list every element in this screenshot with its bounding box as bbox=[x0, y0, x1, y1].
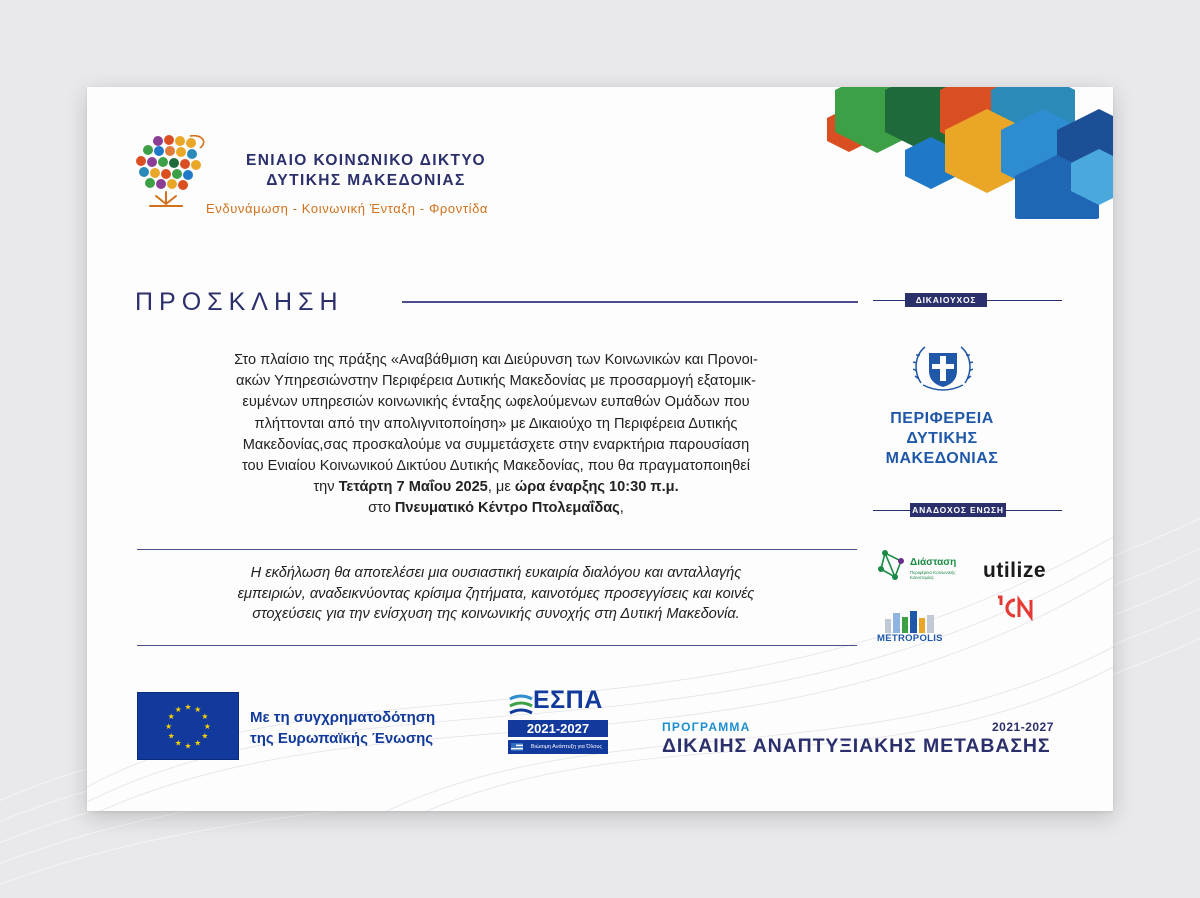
invitation-card bbox=[87, 87, 1113, 811]
region-name bbox=[877, 409, 1007, 469]
svg-text:★: ★ bbox=[167, 712, 175, 722]
body-line: Μακεδονίας,σας προσκαλούμε να συμμετάσχετε στην εναρκτήρια παρουσίαση bbox=[242, 436, 750, 453]
organization-tagline: Ενδυνάμωση - Κοινωνική Ένταξη - Φροντίδα bbox=[206, 201, 489, 216]
region-name-line2: ΔΥΤΙΚΗΣ bbox=[906, 430, 978, 447]
body-line: πλήττονται από την απολιγνιτοποίηση» με Δικαιούχο τη Περιφέρεια Δυτικής bbox=[254, 415, 738, 432]
body-line: Στο πλαίσιο της πράξης «Αναβάθμιση και Διεύρυνση των Κοινωνικών και Προνοι- bbox=[234, 352, 758, 368]
espa-subtitle: Βιώσιμη Ανάπτυξη για Όλους bbox=[508, 740, 608, 754]
organization-title bbox=[231, 151, 501, 191]
pcn-logo-icon bbox=[995, 595, 1035, 621]
diastasi-subtitle: Περιφέρεια Κοινωνικής Καινοτομίας bbox=[910, 570, 956, 580]
program-years: 2021-2027 bbox=[992, 720, 1054, 734]
svg-text:★: ★ bbox=[184, 741, 192, 751]
invitation-body bbox=[132, 350, 860, 520]
beneficiary-label: ΔΙΚΑΙΟΥΧΟΣ bbox=[905, 293, 987, 307]
utilize-logo: utilize bbox=[983, 559, 1047, 582]
closing-line: στοχεύσεις για την ενίσχυση της κοινωνικής συνοχής στη Δυτική Μακεδονία. bbox=[252, 606, 740, 622]
svg-text:★: ★ bbox=[203, 721, 211, 731]
divider-top bbox=[137, 549, 857, 550]
region-name-line3: ΜΑΚΕΔΟΝΙΑΣ bbox=[885, 450, 999, 467]
region-name-line1: ΠΕΡΙΦΕΡΕΙΑ bbox=[890, 410, 994, 427]
greek-flag-icon bbox=[511, 743, 523, 751]
organization-title-line2: ΔΥΤΙΚΗΣ ΜΑΚΕΔΟΝΙΑΣ bbox=[266, 172, 466, 189]
espa-wave-icon bbox=[508, 691, 534, 719]
closing-line: εμπειριών, αναδεικνύοντας κρίσιμα ζητήματα, καινοτόμες προσεγγίσεις και κοινές bbox=[237, 585, 755, 602]
svg-text:★: ★ bbox=[194, 705, 202, 715]
eu-cofunding-text bbox=[250, 707, 435, 749]
organization-title-line1: ΕΝΙΑΙΟ ΚΟΙΝΩΝΙΚΟ ΔΙΚΤΥΟ bbox=[245, 152, 487, 169]
svg-text:★: ★ bbox=[201, 712, 209, 722]
svg-text:★: ★ bbox=[201, 731, 209, 741]
event-date: Τετάρτη 7 Μαΐου 2025 bbox=[338, 479, 488, 496]
eu-line2: της Ευρωπαϊκής Ένωσης bbox=[250, 730, 434, 747]
svg-text:★: ★ bbox=[174, 705, 182, 715]
diastasi-logo-icon bbox=[877, 547, 909, 587]
venue-line bbox=[132, 498, 860, 519]
event-venue: Πνευματικό Κέντρο Πτολεμαΐδας bbox=[394, 500, 620, 517]
closing-paragraph bbox=[132, 563, 860, 625]
body-line: ακών Υπηρεσιώνστην Περιφέρεια Δυτικής Μακεδονίας με προσαρμογή εξατομικ- bbox=[236, 373, 756, 390]
espa-logo-text: ΕΣΠΑ bbox=[533, 686, 603, 714]
eu-flag-icon bbox=[137, 692, 239, 760]
divider-bottom bbox=[137, 645, 857, 646]
event-time: ώρα έναρξης 10:30 π.μ. bbox=[514, 479, 679, 496]
svg-text:★: ★ bbox=[174, 738, 182, 748]
espa-years: 2021-2027 bbox=[508, 720, 608, 737]
svg-text:★: ★ bbox=[167, 731, 175, 741]
metropolis-name: METROPOLIS bbox=[877, 633, 943, 644]
program-label: ΠΡΟΓΡΑΜΜΑ bbox=[662, 720, 751, 734]
date-line bbox=[132, 477, 860, 498]
svg-text:★: ★ bbox=[184, 702, 192, 712]
hexagon-decoration bbox=[827, 87, 1113, 219]
svg-text:★: ★ bbox=[165, 721, 173, 731]
network-logo-icon bbox=[136, 134, 216, 210]
eu-line1: Με τη συγχρηματοδότηση bbox=[250, 709, 436, 726]
venue-suffix: , bbox=[619, 500, 624, 517]
contractor-label: ΑΝΑΔΟΧΟΣ ΕΝΩΣΗ bbox=[910, 503, 1006, 517]
metropolis-logo-icon bbox=[881, 609, 941, 633]
time-prefix: , με bbox=[487, 479, 515, 496]
heading-rule bbox=[402, 301, 858, 303]
body-line: του Ενιαίου Κοινωνικού Δικτύου Δυτικής Μακεδονίας, που θα πραγματοποιηθεί bbox=[241, 458, 751, 475]
invitation-heading: ΠΡΟΣΚΛΗΣΗ bbox=[135, 288, 344, 316]
greek-emblem-icon bbox=[913, 339, 973, 395]
svg-text:★: ★ bbox=[194, 738, 202, 748]
closing-line: Η εκδήλωση θα αποτελέσει μια ουσιαστική ευκαιρία διαλόγου και ανταλλαγής bbox=[250, 565, 742, 581]
diastasi-name: Διάσταση bbox=[910, 557, 957, 568]
venue-prefix: στο bbox=[368, 500, 395, 517]
program-title: ΔΙΚΑΙΗΣ ΑΝΑΠΤΥΞΙΑΚΗΣ ΜΕΤΑΒΑΣΗΣ bbox=[662, 735, 1051, 757]
date-prefix: την bbox=[313, 479, 339, 496]
body-line: ευμένων υπηρεσιών κοινωνικής ένταξης ωφελούμενων ευπαθών Ομάδων που bbox=[242, 394, 750, 411]
